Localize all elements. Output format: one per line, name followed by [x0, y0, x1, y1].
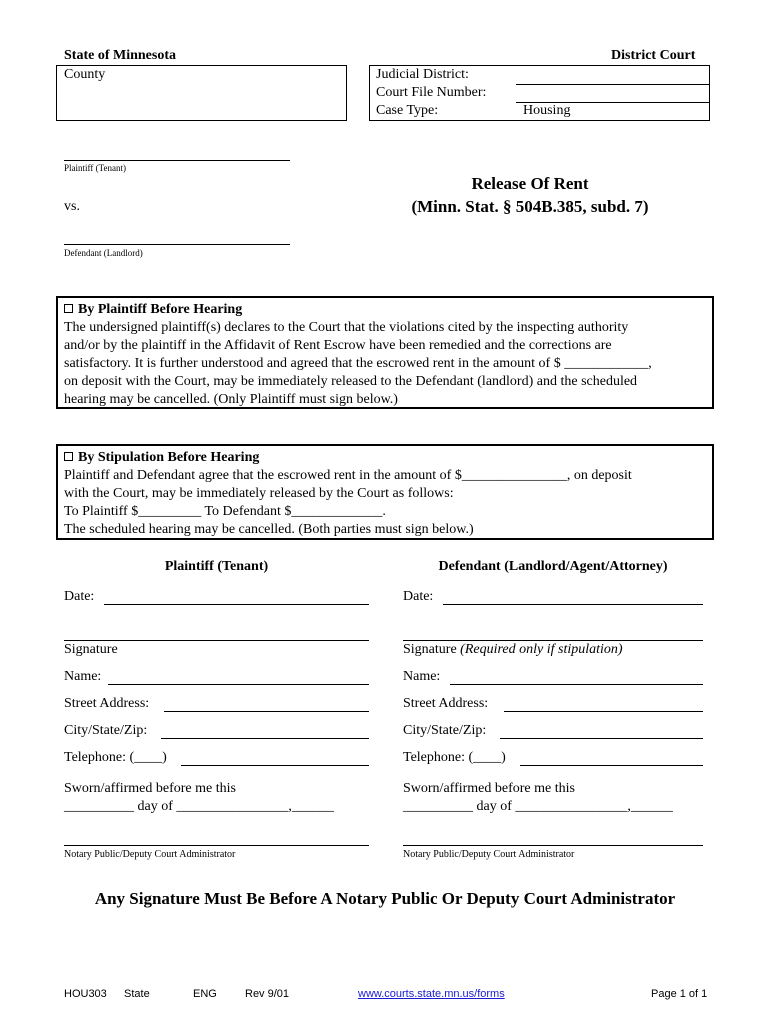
defendant-telephone-label: Telephone: (____) — [403, 750, 506, 765]
footer-page-number: Page 1 of 1 — [651, 988, 708, 1000]
state-title: State of Minnesota — [64, 48, 176, 63]
stipulation-checkbox[interactable] — [64, 452, 73, 461]
defendant-city-field[interactable] — [500, 738, 703, 739]
plaintiff-street-label: Street Address: — [64, 696, 150, 711]
form-title: Release Of Rent — [471, 174, 589, 193]
footer-revision: Rev 9/01 — [245, 988, 290, 1000]
defendant-caption: Defendant (Landlord) — [64, 248, 143, 258]
stipulation-release-section — [56, 444, 714, 540]
plaintiff-release-text-3: satisfactory. It is further understood and agreed that the escrowed rent in the amount of $ ____________, — [64, 356, 652, 371]
form-statute: (Minn. Stat. § 504B.385, subd. 7) — [411, 197, 649, 216]
case-type-label: Case Type: — [376, 103, 439, 118]
plaintiff-street-field[interactable] — [164, 711, 369, 712]
court-file-number-label: Court File Number: — [376, 85, 487, 100]
footer-jurisdiction: State — [124, 988, 150, 1000]
plaintiff-day-of-text[interactable]: __________ day of ________________,______ — [64, 799, 334, 814]
plaintiff-release-text-1: The undersigned plaintiff(s) declares to the Court that the violations cited by the inspecting authority — [64, 320, 629, 335]
plaintiff-name-field[interactable] — [108, 684, 369, 685]
defendant-signature-note: (Required only if stipulation) — [460, 642, 623, 657]
plaintiff-name-label: Name: — [64, 669, 102, 684]
defendant-telephone-field[interactable] — [520, 765, 703, 766]
plaintiff-notary-line[interactable] — [64, 845, 369, 846]
judicial-district-field[interactable] — [516, 84, 710, 85]
stipulation-text-3: To Plaintiff $_________ To Defendant $_____________. — [64, 504, 386, 519]
plaintiff-name-line[interactable] — [64, 160, 290, 161]
stipulation-text-1: Plaintiff and Defendant agree that the escrowed rent in the amount of $_______________, on deposit — [64, 468, 632, 483]
footer-forms-link[interactable]: www.courts.state.mn.us/forms — [358, 988, 505, 1000]
defendant-name-label: Name: — [403, 669, 441, 684]
defendant-city-label: City/State/Zip: — [403, 723, 487, 738]
plaintiff-date-field[interactable] — [104, 604, 369, 605]
county-box[interactable] — [56, 65, 347, 121]
plaintiff-sworn-text: Sworn/affirmed before me this — [64, 781, 236, 796]
plaintiff-telephone-field[interactable] — [181, 765, 369, 766]
defendant-name-line[interactable] — [64, 244, 290, 245]
court-title: District Court — [611, 48, 696, 63]
stipulation-text-2: with the Court, may be immediately released by the Court as follows: — [64, 486, 454, 501]
defendant-notary-line[interactable] — [403, 845, 703, 846]
plaintiff-release-checkbox[interactable] — [64, 304, 73, 313]
defendant-street-label: Street Address: — [403, 696, 489, 711]
defendant-signature-label: Signature (Required only if stipulation) — [403, 642, 623, 657]
plaintiff-signature-label: Signature — [64, 642, 118, 657]
plaintiff-caption: Plaintiff (Tenant) — [64, 163, 126, 173]
defendant-notary-caption: Notary Public/Deputy Court Administrator — [403, 849, 575, 860]
plaintiff-release-text-5: hearing may be cancelled. (Only Plaintiff must sign below.) — [64, 392, 398, 407]
plaintiff-date-label: Date: — [64, 589, 95, 604]
defendant-street-field[interactable] — [504, 711, 703, 712]
stipulation-heading: By Stipulation Before Hearing — [64, 449, 259, 467]
plaintiff-telephone-label: Telephone: (____) — [64, 750, 167, 765]
defendant-sworn-text: Sworn/affirmed before me this — [403, 781, 575, 796]
judicial-district-label: Judicial District: — [376, 67, 469, 82]
defendant-signature-line[interactable] — [403, 640, 703, 641]
plaintiff-city-field[interactable] — [161, 738, 369, 739]
plaintiff-release-section — [56, 296, 714, 409]
footer-form-id: HOU303 — [64, 988, 107, 1000]
plaintiff-column-heading: Plaintiff (Tenant) — [164, 559, 269, 574]
defendant-day-of-text[interactable]: __________ day of ________________,______ — [403, 799, 673, 814]
case-info-box — [369, 65, 710, 121]
defendant-date-field[interactable] — [443, 604, 703, 605]
footer-language: ENG — [193, 988, 217, 1000]
case-type-value: Housing — [523, 103, 571, 118]
plaintiff-release-text-2: and/or by the plaintiff in the Affidavit of Rent Escrow have been remedied and the corrections are — [64, 338, 612, 353]
plaintiff-notary-caption: Notary Public/Deputy Court Administrator — [64, 849, 236, 860]
stipulation-text-4: The scheduled hearing may be cancelled. (Both parties must sign below.) — [64, 522, 474, 537]
plaintiff-release-heading: By Plaintiff Before Hearing — [64, 301, 242, 319]
plaintiff-city-label: City/State/Zip: — [64, 723, 148, 738]
plaintiff-signature-line[interactable] — [64, 640, 369, 641]
defendant-name-field[interactable] — [450, 684, 703, 685]
vs-label: vs. — [64, 199, 80, 214]
notary-notice: Any Signature Must Be Before A Notary Public Or Deputy Court Administrator — [94, 889, 676, 908]
county-label: County — [64, 67, 106, 82]
defendant-column-heading: Defendant (Landlord/Agent/Attorney) — [438, 559, 668, 574]
plaintiff-release-text-4: on deposit with the Court, may be immediately released to the Defendant (landlord) and the scheduled — [64, 374, 638, 389]
defendant-date-label: Date: — [403, 589, 434, 604]
